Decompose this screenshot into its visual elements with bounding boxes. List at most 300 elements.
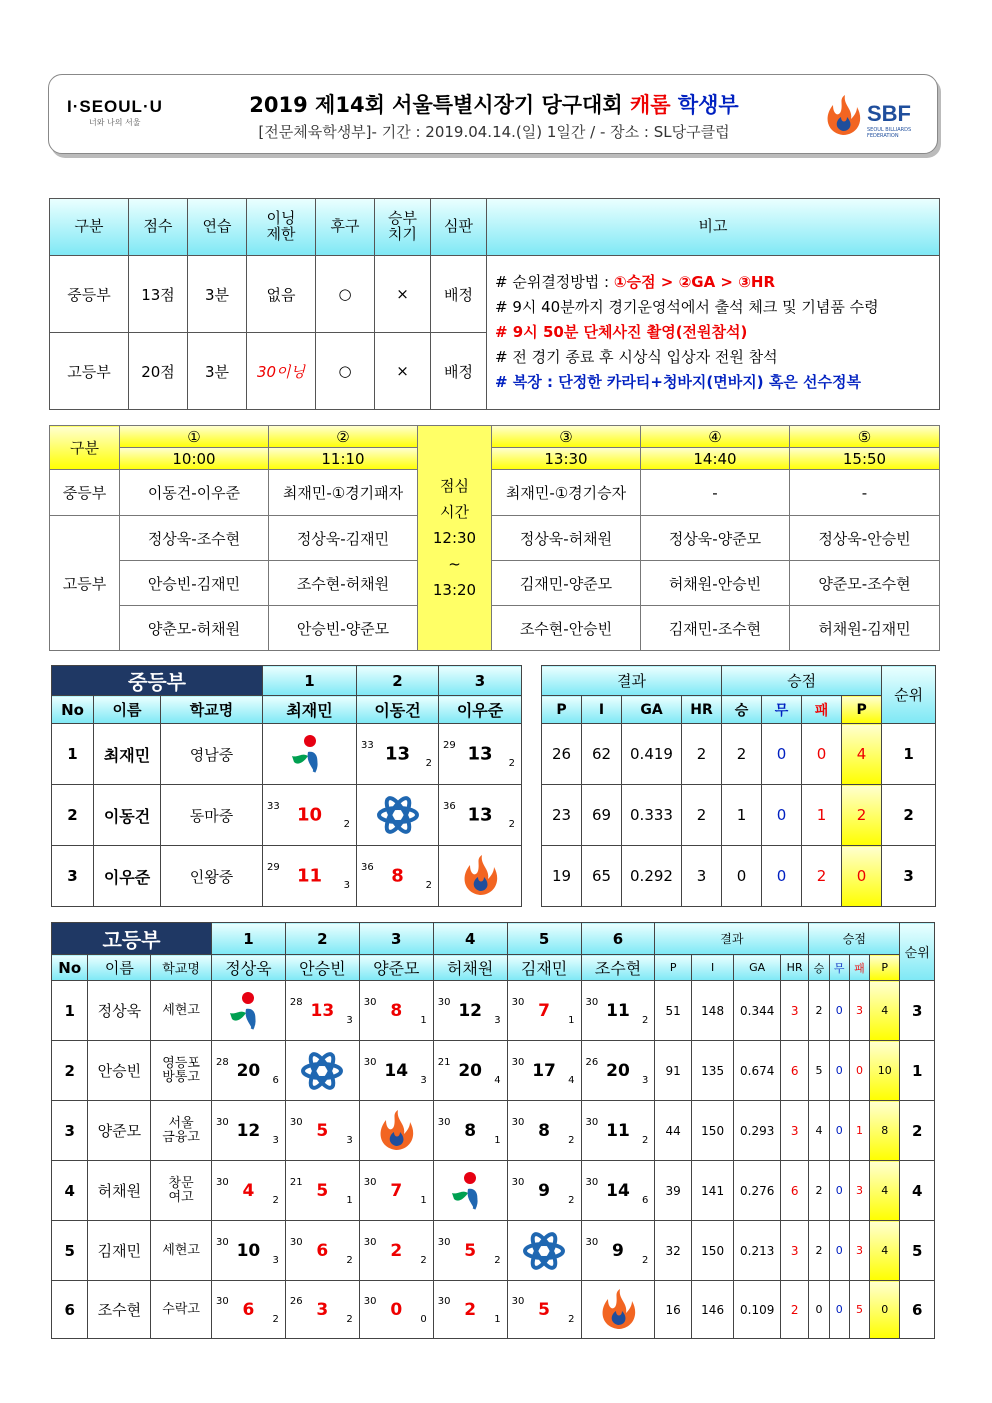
match-cell — [263, 724, 357, 785]
points-value: 0 — [809, 1281, 829, 1339]
col-number: 1 — [211, 923, 285, 955]
match-cell — [211, 1281, 285, 1339]
match-cell: 김재민-조수현 — [641, 606, 790, 651]
score-value: 20 — [236, 1060, 261, 1081]
seoul-emblem-icon — [434, 1169, 507, 1213]
header-points: 승점 — [722, 666, 882, 696]
row-school: 영등포 방통고 — [151, 1041, 212, 1101]
result-value: 19 — [542, 846, 582, 907]
score-value: 6 — [242, 1299, 255, 1320]
header-res-col: P — [542, 696, 582, 724]
match-cell: 조수현-허채원 — [269, 561, 418, 606]
score-innings-total: 30 — [363, 1236, 377, 1248]
score-value: 5 — [538, 1299, 550, 1320]
row-name: 허채원 — [88, 1161, 151, 1221]
row-no: 5 — [52, 1221, 88, 1281]
info-cell: 없음 — [247, 256, 316, 333]
score-innings-total: 21 — [289, 1176, 303, 1188]
points-value: 4 — [870, 1221, 900, 1281]
score-innings: 3 — [642, 1074, 649, 1086]
score-innings: 3 — [272, 1254, 279, 1266]
header-res-col: HR — [682, 696, 722, 724]
score-innings: 3 — [346, 1134, 353, 1146]
match-cell — [507, 1101, 581, 1161]
info-cell: × — [375, 256, 431, 333]
info-cell: 13점 — [129, 256, 188, 333]
header-res-col: GA — [734, 955, 781, 981]
points-value: 2 — [809, 1221, 829, 1281]
score-innings-total: 30 — [289, 1236, 303, 1248]
page-subtitle: [전문체육학생부]- 기간 : 2019.04.14.(일) 1일간 / - 장소 : SL당구클럽 — [258, 123, 730, 141]
score-innings-total: 30 — [585, 1116, 599, 1128]
header-name: 이름 — [94, 696, 161, 724]
result-value: 135 — [691, 1041, 734, 1101]
row-school: 세현고 — [151, 981, 212, 1041]
sbf-logo: SBF SEOUL BILLIARDS FEDERATION — [821, 95, 926, 137]
points-value: 4 — [842, 724, 882, 785]
points-value: 3 — [849, 1161, 869, 1221]
info-cell: 배정 — [431, 256, 487, 333]
score-innings-total: 30 — [215, 1176, 229, 1188]
note-line: # 9시 50분 단체사진 촬영(전원참석) — [495, 323, 748, 341]
row-name: 양준모 — [88, 1101, 151, 1161]
score-innings: 2 — [343, 819, 350, 830]
info-cell: × — [375, 333, 431, 410]
round-number: ② — [269, 426, 418, 448]
seoul-emblem-icon — [263, 732, 356, 776]
row-name: 정상욱 — [88, 981, 151, 1041]
score-innings-total: 28 — [289, 996, 303, 1008]
score-innings-total: 21 — [437, 1056, 451, 1068]
round-time: 14:40 — [641, 448, 790, 470]
points-value: 5 — [809, 1041, 829, 1101]
match-cell — [507, 1221, 581, 1281]
score-innings: 2 — [346, 1313, 353, 1325]
score-innings: 1 — [420, 1194, 427, 1206]
score-innings: 4 — [568, 1074, 575, 1086]
header-pt-col: 무 — [829, 955, 849, 981]
col-number: 3 — [359, 923, 433, 955]
score-value: 11 — [606, 1000, 630, 1021]
score-innings: 2 — [346, 1254, 353, 1266]
match-cell — [439, 846, 522, 907]
i-seoul-u-logo: I·SEOUL·U 너와 나의 서울 — [67, 97, 163, 127]
info-header-4: 후구 — [316, 199, 375, 256]
score-innings-total: 30 — [363, 1056, 377, 1068]
match-cell — [581, 1221, 655, 1281]
match-cell — [211, 1161, 285, 1221]
header-pt-col: 패 — [849, 955, 869, 981]
score-innings: 2 — [508, 819, 515, 830]
match-cell — [507, 981, 581, 1041]
result-value: 3 — [780, 1101, 808, 1161]
score-value: 9 — [538, 1180, 550, 1201]
info-cell: 30이닝 — [247, 333, 316, 410]
points-value: 4 — [870, 1161, 900, 1221]
score-value: 20 — [458, 1060, 482, 1081]
score-innings: 2 — [642, 1014, 649, 1026]
points-value: 0 — [829, 981, 849, 1041]
match-cell — [357, 785, 439, 846]
match-cell — [211, 1221, 285, 1281]
score-innings: 3 — [420, 1074, 427, 1086]
score-value: 8 — [391, 865, 404, 887]
blue-flower-icon — [357, 792, 438, 838]
col-number: 6 — [581, 923, 655, 955]
score-innings-total: 30 — [511, 1056, 525, 1068]
score-value: 5 — [316, 1180, 329, 1201]
score-value: 7 — [390, 1180, 403, 1201]
row-school: 동마중 — [161, 785, 263, 846]
score-innings-total: 30 — [363, 1295, 377, 1307]
score-innings-total: 36 — [361, 862, 374, 873]
points-value: 0 — [842, 846, 882, 907]
round-time: 13:30 — [492, 448, 641, 470]
score-innings-total: 30 — [437, 996, 451, 1008]
score-value: 8 — [538, 1120, 550, 1141]
points-value: 3 — [849, 1221, 869, 1281]
score-innings-total: 30 — [511, 996, 525, 1008]
header-player: 김재민 — [507, 955, 581, 981]
score-innings-total: 29 — [267, 862, 280, 873]
score-innings-total: 30 — [511, 1176, 525, 1188]
result-value: 141 — [691, 1161, 734, 1221]
note-line: # 복장 : 단정한 카라티+청바지(면바지) 혹은 선수정복 — [495, 373, 861, 391]
result-value: 3 — [780, 1221, 808, 1281]
info-header-1: 점수 — [129, 199, 188, 256]
score-value: 17 — [532, 1060, 556, 1081]
result-value: 91 — [655, 1041, 691, 1101]
header-rank: 순위 — [882, 666, 936, 724]
match-cell — [507, 1281, 581, 1339]
score-value: 12 — [458, 1000, 482, 1021]
result-value: 39 — [655, 1161, 691, 1221]
score-value: 4 — [242, 1180, 255, 1201]
match-cell: 정상욱-조수현 — [120, 516, 269, 561]
match-cell: - — [641, 470, 790, 516]
result-value: 2 — [682, 785, 722, 846]
points-value: 0 — [829, 1041, 849, 1101]
row-no: 1 — [52, 724, 94, 785]
row-no: 2 — [52, 1041, 88, 1101]
header-school: 학교명 — [151, 955, 212, 981]
info-header-7: 비고 — [487, 199, 940, 256]
match-cell — [285, 1101, 359, 1161]
result-value: 62 — [582, 724, 622, 785]
fire-emblem-icon — [360, 1109, 433, 1153]
match-cell — [439, 785, 522, 846]
info-cell: 20점 — [129, 333, 188, 410]
header-pt-col: P — [842, 696, 882, 724]
note-line: # 순위결정방법 : ①승점 > ②GA > ③HR — [495, 273, 776, 291]
match-cell — [263, 785, 357, 846]
match-cell: 허채원-안승빈 — [641, 561, 790, 606]
rank-value: 1 — [900, 1041, 935, 1101]
score-value: 13 — [384, 743, 411, 765]
rules-table — [49, 198, 940, 410]
score-innings: 2 — [568, 1313, 575, 1325]
row-school: 세현고 — [151, 1221, 212, 1281]
match-cell — [433, 1161, 507, 1221]
match-cell: 조수현-안승빈 — [492, 606, 641, 651]
score-value: 11 — [296, 865, 323, 887]
match-cell: 양준모-조수현 — [790, 561, 940, 606]
points-value: 2 — [722, 724, 762, 785]
score-value: 2 — [464, 1299, 477, 1320]
points-value: 0 — [762, 724, 802, 785]
result-value: 65 — [582, 846, 622, 907]
row-name: 안승빈 — [88, 1041, 151, 1101]
result-value: 3 — [780, 981, 808, 1041]
result-value: 23 — [542, 785, 582, 846]
points-value: 1 — [722, 785, 762, 846]
score-value: 12 — [236, 1120, 261, 1141]
result-value: 51 — [655, 981, 691, 1041]
points-value: 2 — [802, 846, 842, 907]
points-value: 0 — [829, 1281, 849, 1339]
score-innings: 1 — [346, 1194, 353, 1206]
points-value: 10 — [870, 1041, 900, 1101]
score-innings-total: 28 — [215, 1056, 229, 1068]
match-cell — [581, 1281, 655, 1339]
points-value: 0 — [722, 846, 762, 907]
row-no: 4 — [52, 1161, 88, 1221]
header-player: 조수현 — [581, 955, 655, 981]
score-innings: 3 — [272, 1134, 279, 1146]
points-value: 2 — [842, 785, 882, 846]
score-innings-total: 30 — [363, 1176, 377, 1188]
header-points: 승점 — [809, 923, 900, 955]
title-banner — [48, 74, 938, 154]
score-innings: 1 — [568, 1014, 575, 1026]
score-innings: 2 — [425, 880, 432, 891]
col-number: 2 — [357, 666, 439, 696]
match-cell — [433, 981, 507, 1041]
score-innings-total: 30 — [585, 1236, 599, 1248]
section-title: 고등부 — [52, 923, 212, 955]
result-value: 0.419 — [622, 724, 682, 785]
score-value: 5 — [464, 1240, 477, 1261]
match-cell: 최재민-①경기승자 — [492, 470, 641, 516]
header-pt-col: 패 — [802, 696, 842, 724]
blue-flower-icon — [508, 1228, 581, 1274]
result-value: 26 — [542, 724, 582, 785]
result-value: 150 — [691, 1221, 734, 1281]
match-cell: 안승빈-김재민 — [120, 561, 269, 606]
result-value: 3 — [682, 846, 722, 907]
schedule-table — [49, 425, 940, 651]
header-res-col: GA — [622, 696, 682, 724]
row-school: 영남중 — [161, 724, 263, 785]
rank-value: 2 — [900, 1101, 935, 1161]
sched-label: 구분 — [50, 426, 120, 470]
sched-high-label: 고등부 — [50, 516, 120, 651]
match-cell — [285, 1161, 359, 1221]
score-innings-total: 30 — [511, 1116, 525, 1128]
match-cell: 정상욱-양준모 — [641, 516, 790, 561]
row-no: 6 — [52, 1281, 88, 1339]
points-value: 1 — [802, 785, 842, 846]
seoul-emblem-icon — [212, 989, 285, 1033]
info-cell: 3분 — [188, 256, 247, 333]
points-value: 0 — [762, 785, 802, 846]
info-header-0: 구분 — [50, 199, 129, 256]
round-number: ⑤ — [790, 426, 940, 448]
header-pt-col: 승 — [722, 696, 762, 724]
round-number: ③ — [492, 426, 641, 448]
match-cell: 정상욱-허채원 — [492, 516, 641, 561]
info-header-3: 이닝 제한 — [247, 199, 316, 256]
points-value: 2 — [809, 981, 829, 1041]
match-cell — [285, 981, 359, 1041]
score-value: 7 — [538, 1000, 550, 1021]
points-value: 5 — [849, 1281, 869, 1339]
points-value: 4 — [809, 1101, 829, 1161]
result-value: 32 — [655, 1221, 691, 1281]
score-innings: 6 — [642, 1194, 649, 1206]
score-innings-total: 30 — [437, 1236, 451, 1248]
score-value: 3 — [316, 1299, 329, 1320]
result-value: 0.293 — [734, 1101, 781, 1161]
header-school: 학교명 — [161, 696, 263, 724]
score-value: 14 — [606, 1180, 630, 1201]
score-value: 20 — [606, 1060, 630, 1081]
match-cell: 정상욱-김재민 — [269, 516, 418, 561]
score-value: 10 — [296, 804, 323, 826]
match-cell — [581, 981, 655, 1041]
info-cell: ○ — [316, 333, 375, 410]
row-name: 김재민 — [88, 1221, 151, 1281]
header-player: 최재민 — [263, 696, 357, 724]
score-innings: 2 — [568, 1134, 575, 1146]
result-value: 6 — [780, 1161, 808, 1221]
points-value: 0 — [829, 1221, 849, 1281]
col-number: 3 — [439, 666, 522, 696]
match-cell — [581, 1161, 655, 1221]
row-name: 이동건 — [94, 785, 161, 846]
score-value: 13 — [310, 1000, 335, 1021]
score-value: 13 — [467, 804, 493, 826]
header-player: 이동건 — [357, 696, 439, 724]
note-line: # 전 경기 종료 후 시상식 입상자 전원 참석 — [495, 348, 778, 366]
header-res-col: I — [582, 696, 622, 724]
header-pt-col: P — [870, 955, 900, 981]
header-player: 이우준 — [439, 696, 522, 724]
score-value: 10 — [236, 1240, 261, 1261]
score-value: 13 — [467, 743, 493, 765]
score-innings: 2 — [425, 758, 432, 769]
row-school: 서울 금융고 — [151, 1101, 212, 1161]
score-innings: 6 — [272, 1074, 279, 1086]
score-innings-total: 30 — [215, 1295, 229, 1307]
match-cell: 최재민-①경기패자 — [269, 470, 418, 516]
score-value: 6 — [316, 1240, 329, 1261]
score-innings-total: 36 — [443, 801, 456, 812]
score-innings-total: 33 — [361, 740, 374, 751]
page-title: 2019 제14회 서울특별시장기 당구대회 캐롬 학생부 — [249, 93, 739, 117]
match-cell: 김재민-양준모 — [492, 561, 641, 606]
header-rank: 순위 — [900, 923, 935, 981]
result-value: 44 — [655, 1101, 691, 1161]
score-innings: 1 — [494, 1313, 501, 1325]
result-value: 16 — [655, 1281, 691, 1339]
match-cell — [359, 1041, 433, 1101]
score-innings: 1 — [420, 1014, 427, 1026]
score-value: 9 — [612, 1240, 624, 1261]
header-player: 안승빈 — [285, 955, 359, 981]
result-value: 0.674 — [734, 1041, 781, 1101]
round-number: ④ — [641, 426, 790, 448]
row-no: 2 — [52, 785, 94, 846]
score-innings-total: 29 — [443, 740, 456, 751]
score-innings-total: 30 — [363, 996, 377, 1008]
match-cell — [359, 1161, 433, 1221]
note-line: # 9시 40분까지 경기운영석에서 출석 체크 및 기념품 수령 — [495, 298, 879, 316]
row-school: 인왕중 — [161, 846, 263, 907]
result-value: 146 — [691, 1281, 734, 1339]
fire-emblem-icon — [439, 854, 521, 898]
points-value: 0 — [849, 1041, 869, 1101]
match-cell: 양춘모-허채원 — [120, 606, 269, 651]
match-cell — [359, 1101, 433, 1161]
score-innings-total: 26 — [585, 1056, 599, 1068]
header-res-col: P — [655, 955, 691, 981]
match-cell — [439, 724, 522, 785]
info-header-2: 연습 — [188, 199, 247, 256]
points-value: 3 — [849, 981, 869, 1041]
match-cell — [433, 1101, 507, 1161]
score-innings: 2 — [642, 1254, 649, 1266]
score-innings-total: 30 — [585, 996, 599, 1008]
match-cell — [581, 1041, 655, 1101]
points-value: 4 — [870, 981, 900, 1041]
result-value: 6 — [780, 1041, 808, 1101]
result-value: 0.344 — [734, 981, 781, 1041]
score-innings: 1 — [494, 1134, 501, 1146]
score-innings: 2 — [508, 758, 515, 769]
sched-middle-label: 중등부 — [50, 470, 120, 516]
rank-value: 1 — [882, 724, 936, 785]
points-value: 2 — [809, 1161, 829, 1221]
points-value: 1 — [849, 1101, 869, 1161]
info-cell: 3분 — [188, 333, 247, 410]
score-innings: 2 — [420, 1254, 427, 1266]
result-value: 2 — [780, 1281, 808, 1339]
match-cell — [357, 846, 439, 907]
row-no: 1 — [52, 981, 88, 1041]
score-value: 5 — [316, 1120, 329, 1141]
rank-value: 4 — [900, 1161, 935, 1221]
score-innings: 2 — [272, 1313, 279, 1325]
match-cell — [581, 1101, 655, 1161]
round-number: ① — [120, 426, 269, 448]
points-value: 0 — [829, 1161, 849, 1221]
row-name: 조수현 — [88, 1281, 151, 1339]
result-value: 150 — [691, 1101, 734, 1161]
points-value: 0 — [829, 1101, 849, 1161]
row-school: 수락고 — [151, 1281, 212, 1339]
match-cell — [285, 1041, 359, 1101]
score-value: 8 — [390, 1000, 403, 1021]
score-innings: 2 — [642, 1134, 649, 1146]
result-value: 69 — [582, 785, 622, 846]
score-innings: 2 — [272, 1194, 279, 1206]
result-value: 0.333 — [622, 785, 682, 846]
match-cell — [285, 1221, 359, 1281]
header-player: 정상욱 — [211, 955, 285, 981]
match-cell: 이동건-이우준 — [120, 470, 269, 516]
col-number: 5 — [507, 923, 581, 955]
